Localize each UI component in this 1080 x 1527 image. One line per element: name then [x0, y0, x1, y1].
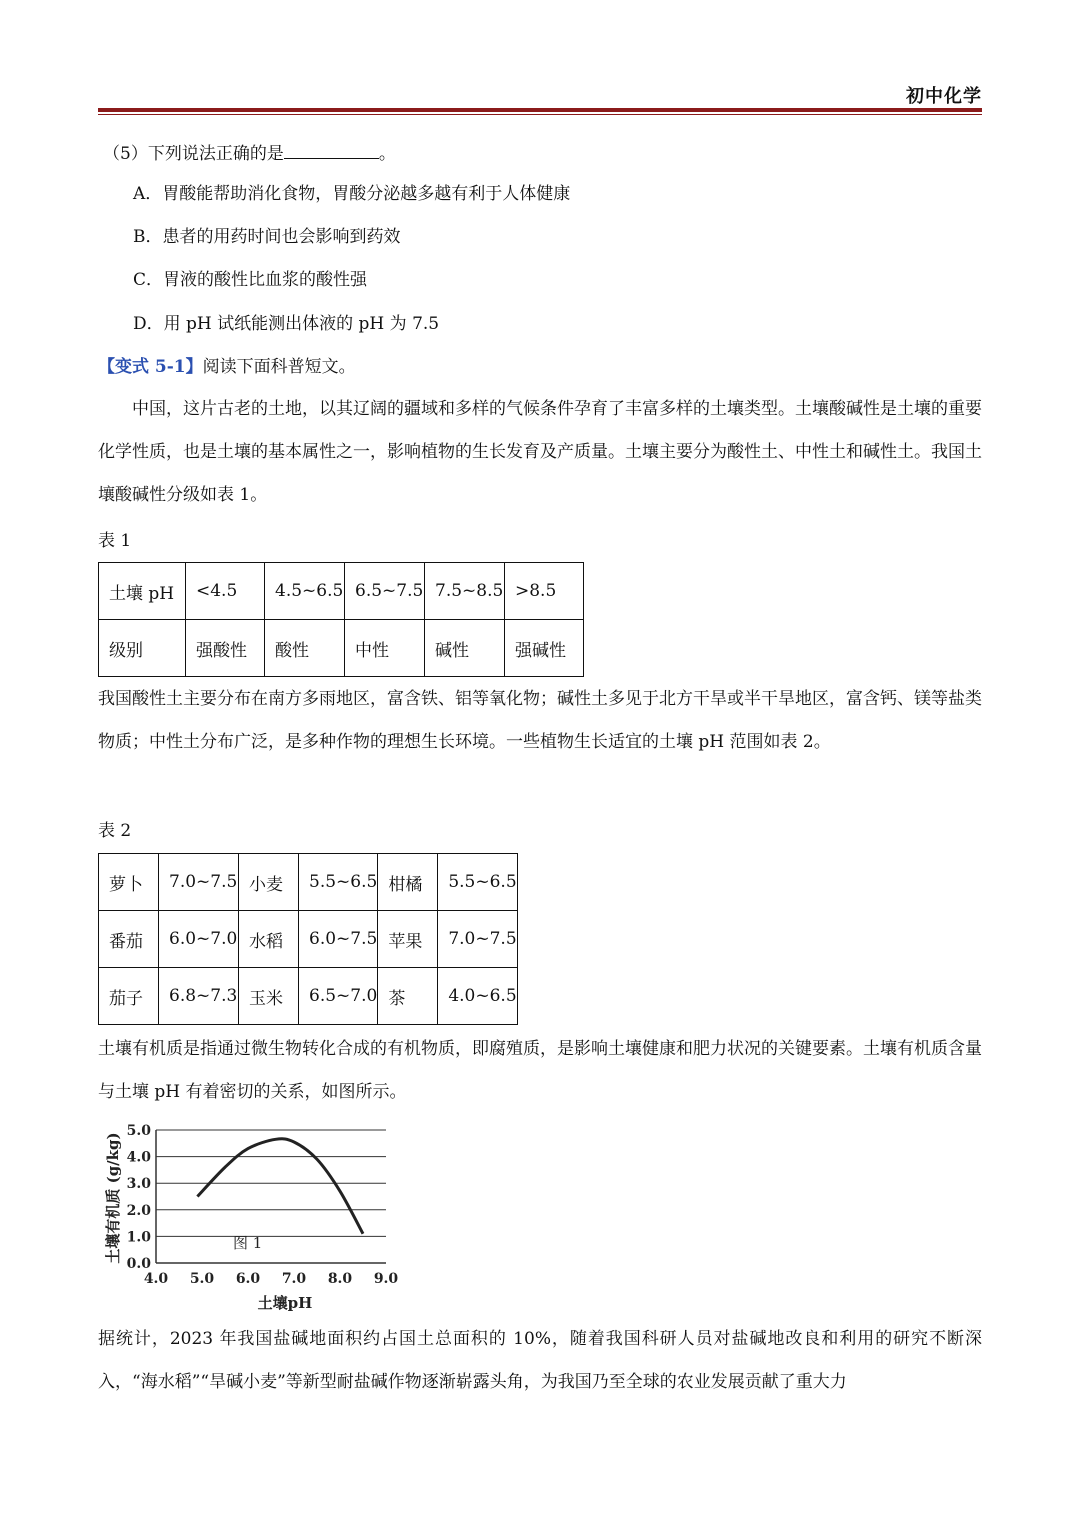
table-row	[99, 968, 518, 1025]
chart-x-tick-label: 6.0	[235, 1271, 261, 1287]
table-cell: 碱性	[425, 620, 505, 677]
table-cell: 柑橘	[378, 854, 438, 911]
variant-tag: 【变式 5-1】	[98, 357, 203, 377]
table-cell: 酸性	[265, 620, 345, 677]
table1	[98, 562, 584, 677]
organic-matter-chart	[98, 1118, 408, 1318]
table-cell: 中性	[345, 620, 425, 677]
table-cell: 6.0~7.0	[159, 911, 239, 968]
chart-x-tick-label: 5.0	[189, 1271, 215, 1287]
table-row	[99, 854, 518, 911]
table-row	[99, 911, 518, 968]
table-cell: 强酸性	[186, 620, 265, 677]
chart-x-tick-label: 4.0	[143, 1271, 169, 1287]
table1-caption: 表 1	[98, 531, 132, 551]
table-cell: 番茄	[99, 911, 159, 968]
question-5-stem-text: （5）下列说法正确的是	[103, 144, 284, 164]
header-rule	[98, 108, 982, 112]
chart-x-tick-label: 9.0	[373, 1271, 399, 1287]
question-5-stem-end: 。	[378, 144, 396, 164]
chart-y-label: 土壤有机质 (g/kg)	[104, 1132, 122, 1264]
chart-y-tick-label: 3.0	[126, 1176, 151, 1193]
table-cell: 4.0~6.5	[438, 968, 517, 1025]
table-cell: 级别	[99, 620, 186, 677]
table-cell: 7.5~8.5	[425, 563, 505, 620]
chart-series-line	[197, 1139, 363, 1234]
table-cell: <4.5	[186, 563, 265, 620]
table-row	[99, 620, 584, 677]
chart-annotation: 图 1	[233, 1234, 263, 1252]
table2	[98, 853, 518, 1025]
chart-x-tick-label: 8.0	[327, 1271, 353, 1287]
table-cell: 苹果	[378, 911, 438, 968]
option-d: D．用 pH 试纸能测出体液的 pH 为 7.5	[133, 314, 440, 334]
table-cell: 茄子	[99, 968, 159, 1025]
question-5-stem	[103, 142, 396, 164]
table-cell: 6.0~7.5	[299, 911, 378, 968]
table-cell: 玉米	[239, 968, 299, 1025]
chart-y-tick-label: 5.0	[126, 1123, 151, 1139]
table-cell: 6.5~7.5	[345, 563, 425, 620]
answer-blank[interactable]	[284, 142, 379, 159]
table2-caption: 表 2	[98, 821, 132, 841]
variant-intro: 阅读下面科普短文。	[202, 357, 356, 377]
table-cell: 萝卜	[99, 854, 159, 911]
table-cell: 7.0~7.5	[438, 911, 517, 968]
option-b: B．患者的用药时间也会影响到药效	[133, 227, 401, 247]
chart-x-label: 土壤pH	[257, 1294, 313, 1312]
table-cell: 4.5~6.5	[265, 563, 345, 620]
paragraph-soil-distribution: 我国酸性土主要分布在南方多雨地区，富含铁、铝等氧化物；碱性土多见于北方干旱或半干旱地区，富含钙、镁等盐类物质；中性土分布广泛，是多种作物的理想生长环境。一些植物生长适宜的土壤 pH 范围如表 2。	[98, 689, 982, 752]
table-cell: 水稻	[239, 911, 299, 968]
table-cell: 土壤 pH	[99, 563, 186, 620]
option-c: C．胃液的酸性比血浆的酸性强	[133, 270, 368, 290]
chart-y-tick-label: 0.0	[126, 1256, 151, 1272]
chart-y-tick-label: 4.0	[126, 1149, 151, 1166]
table-cell: 茶	[378, 968, 438, 1025]
chart-x-tick-label: 7.0	[281, 1271, 307, 1287]
paragraph-organic-matter: 土壤有机质是指通过微生物转化合成的有机物质，即腐殖质，是影响土壤健康和肥力状况的关键要素。土壤有机质含量与土壤 pH 有着密切的关系，如图所示。	[98, 1039, 982, 1102]
variant-heading	[98, 357, 356, 377]
table-cell: 6.5~7.0	[299, 968, 378, 1025]
header-title: 初中化学	[906, 86, 982, 107]
table-cell: 7.0~7.5	[159, 854, 239, 911]
chart-y-tick-label: 2.0	[126, 1202, 151, 1219]
header-rule-thin	[98, 114, 982, 115]
table-cell: 小麦	[239, 854, 299, 911]
table-cell: 6.8~7.3	[159, 968, 239, 1025]
table-cell: >8.5	[505, 563, 584, 620]
paragraph-soil-types: 中国，这片古老的土地，以其辽阔的疆域和多样的气候条件孕育了丰富多样的土壤类型。土壤酸碱性是土壤的重要化学性质，也是土壤的基本属性之一，影响植物的生长发育及产质量。土壤主要分为酸性土、中性土和碱性土。我国土壤酸碱性分级如表 1。	[98, 399, 982, 505]
option-a: A．胃酸能帮助消化食物，胃酸分泌越多越有利于人体健康	[133, 184, 571, 204]
paragraph-saline-land: 据统计，2023 年我国盐碱地面积约占国土总面积的 10%，随着我国科研人员对盐碱地改良和利用的研究不断深入，“海水稻”“旱碱小麦”等新型耐盐碱作物逐渐崭露头角，为我国乃至全球的农业发展贡献了重大力	[98, 1329, 982, 1392]
table-cell: 5.5~6.5	[438, 854, 517, 911]
table-cell: 强碱性	[505, 620, 584, 677]
chart-y-tick-label: 1.0	[126, 1229, 151, 1246]
table-cell: 5.5~6.5	[299, 854, 378, 911]
table-row	[99, 563, 584, 620]
